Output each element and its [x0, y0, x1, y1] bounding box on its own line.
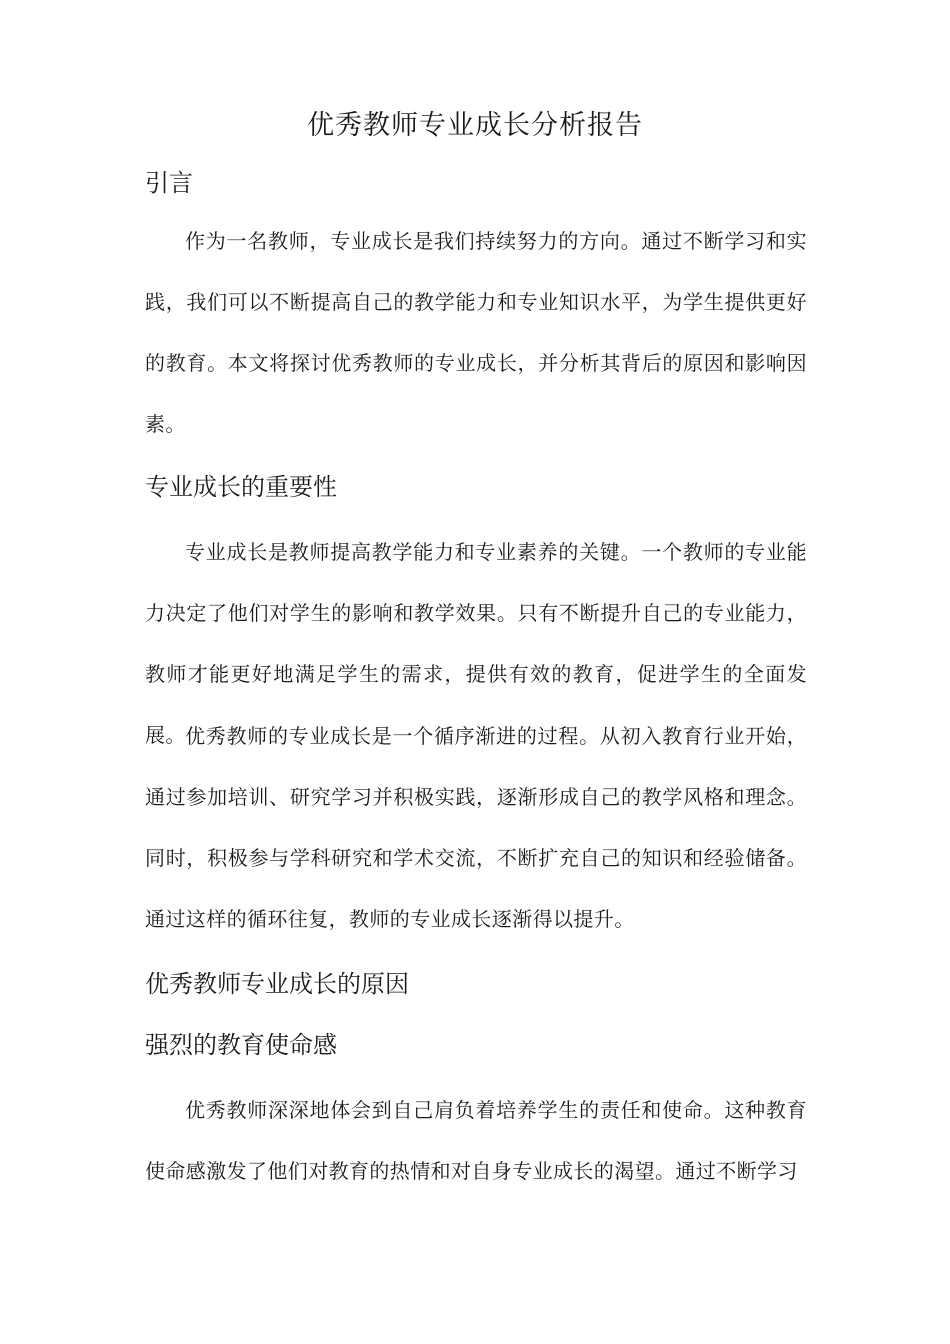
section-heading-intro: 引言 [145, 169, 193, 197]
paragraph-mission-1: 优秀教师深深地体会到自己肩负着培养学生的责任和使命。这种教育使命感激发了他们对教育的热情和对自身专业成长的渴望。通过不断学习 [145, 1098, 807, 1183]
paragraph-importance-2: 优秀教师的专业成长是一个循序渐进的过程。从初入教育行业开始，通过参加培训、研究学习并积极实践，逐渐形成自己的教学风格和理念。同时，积极参与学科研究和学术交流，不断扩充自己的知识和经验储备。通过这样的循环往复，教师的专业成长逐渐得以提升。 [145, 724, 807, 931]
section-heading-importance: 专业成长的重要性 [145, 473, 337, 501]
paragraph-intro: 作为一名教师，专业成长是我们持续努力的方向。通过不断学习和实践，我们可以不断提高自己的教学能力和专业知识水平，为学生提供更好的教育。本文将探讨优秀教师的专业成长，并分析其背后的原因和影响因素。 [145, 229, 807, 436]
paragraph-importance-1: 专业成长是教师提高教学能力和专业素养的关键。一个教师的专业能力决定了他们对学生的影响和教学效果。只有不断提升自己的专业能力，教师才能更好地满足学生的需求，提供有效的教育，促进学生的全面发展。 [145, 540, 807, 747]
section-heading-reasons: 优秀教师专业成长的原因 [145, 970, 409, 998]
document-title: 优秀教师专业成长分析报告 [307, 110, 643, 141]
subsection-heading-mission: 强烈的教育使命感 [145, 1031, 337, 1059]
